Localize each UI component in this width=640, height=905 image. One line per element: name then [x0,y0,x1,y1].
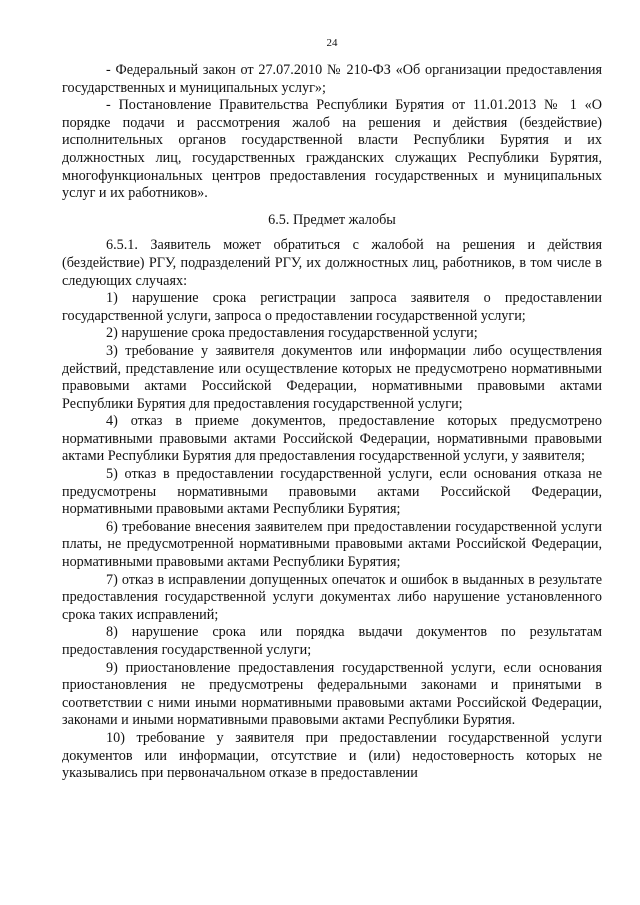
list-item-5: 5) отказ в предоставлении государственной услуги, если основания отказа не предусмотрены нормативными правовыми актами Российской Федерации, нормативными правовыми актами Республики Бурятия; [62,466,602,518]
intro-item-federal-law: - Федеральный закон от 27.07.2010 № 210-ФЗ «Об организации предоставления государственных и муниципальных услуг»; [62,62,602,96]
paragraph-6-5-1: 6.5.1. Заявитель может обратиться с жалобой на решения и действия (бездействие) РГУ, подразделений РГУ, их должностных лиц, работников, в том числе в следующих случаях: [62,237,602,289]
page-number: 24 [326,37,338,49]
list-item-9: 9) приостановление предоставления государственной услуги, если основания приостановления не предусмотрены федеральными законами и принятыми в соответствии с ними иными нормативными правовыми актами Российской Федерации, законами и иными нормативными правовыми актами Республики Бурятия. [62,659,602,729]
intro-item-government-resolution: - Постановление Правительства Республики Бурятия от 11.01.2013 № 1 «О порядке подачи и рассмотрения жалоб на решения и действия (бездействие) исполнительных органов государственной власти Республики Бурятия и их должностных лиц, государственных гражданских служащих Республики Бурятия, многофункциональных центров предоставления государственных и муниципальных услуг и их работников». [62,97,602,202]
list-item-2: 2) нарушение срока предоставления государственной услуги; [106,325,478,342]
list-item-4: 4) отказ в приеме документов, предоставление которых предусмотрено нормативными правовыми актами Российской Федерации, нормативными правовыми актами Республики Бурятия для предоставления государственной услуги, у заявителя; [62,413,602,465]
list-item-1: 1) нарушение срока регистрации запроса заявителя о предоставлении государственной услуги, запроса о предоставлении государственной услуги; [62,290,602,324]
list-item-3: 3) требование у заявителя документов или информации либо осуществления действий, представление или осуществление которых не предусмотрено нормативными правовыми актами Российской Федерации, нормативными правовыми актами Республики Бурятия для предоставления государственной услуги; [62,342,602,412]
list-item-8: 8) нарушение срока или порядка выдачи документов по результатам предоставления государственной услуги; [62,624,602,658]
list-item-10: 10) требование у заявителя при предоставлении государственной услуги документов или информации, отсутствие и (или) недостоверность которых не указывались при первоначальном отказе в предоставлении [62,729,602,782]
list-item-7: 7) отказ в исправлении допущенных опечаток и ошибок в выданных в результате предоставления государственной услуги документах либо нарушение установленного срока таких исправлений; [62,571,602,623]
section-heading: 6.5. Предмет жалобы [268,211,396,228]
list-item-6: 6) требование внесения заявителем при предоставлении государственной услуги платы, не предусмотренной нормативными правовыми актами Российской Федерации, нормативными правовыми актами Республики Бурятия; [62,518,602,571]
